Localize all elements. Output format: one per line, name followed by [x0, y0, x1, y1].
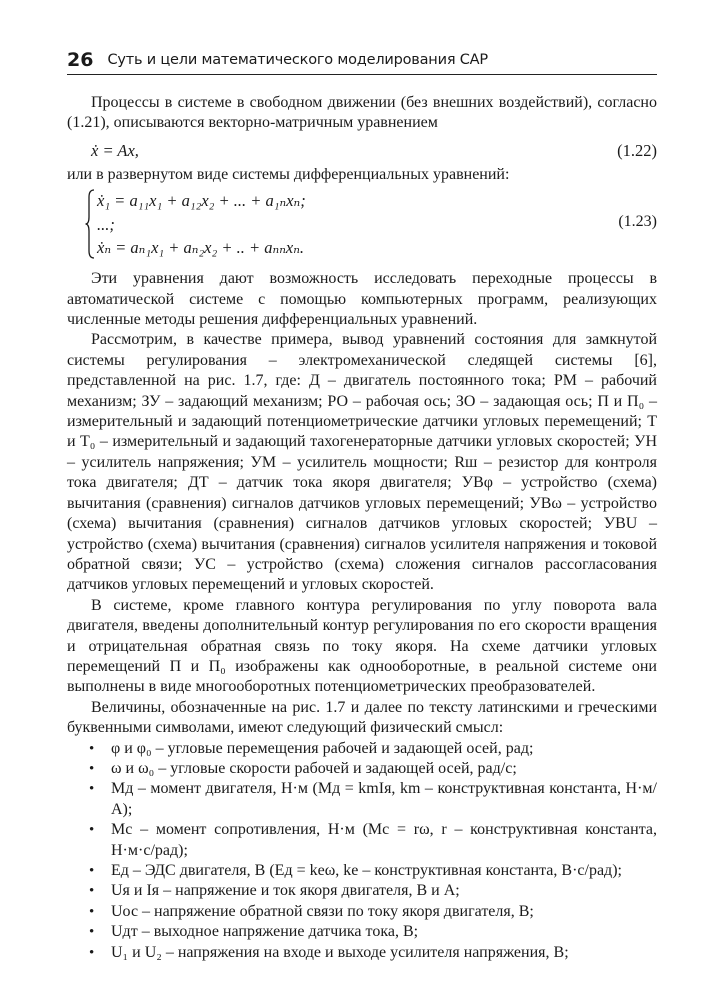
- bullet-icon: •: [89, 781, 95, 798]
- equation-formula: ẋ = Ax,: [91, 140, 139, 160]
- list-item: • Uдт – выходное напряжение датчика тока, В;: [67, 922, 657, 942]
- intro-paragraph: Процессы в системе в свободном движении (без внешних воздействий), согласно (1.21), описываются векторно-матричным уравнением: [67, 94, 657, 132]
- system-line-2: ...;: [97, 214, 115, 234]
- equation-number: (1.22): [617, 140, 657, 160]
- bullet-icon: •: [89, 760, 95, 777]
- paragraph-contours: В системе, кроме главного контура регулирования по углу поворота вала двигателя, введены дополнительный контур регулирования по его скорости вращения и отрицательная обратная связь по току якоря. На схеме датчики угловых перемещений П и П₀ изображены как однооборотные, в реальной системе они выполнены в виде многооборотных потенциометрических преобразователей.: [67, 596, 657, 696]
- bullet-icon: •: [89, 903, 95, 920]
- paragraph-numerical-methods: Эти уравнения дают возможность исследовать переходные процессы в автоматической системе с помощью компьютерных программ, реализующих численные методы решения дифференциальных уравнений.: [67, 270, 657, 329]
- left-brace-icon: [85, 189, 95, 259]
- bullet-icon: •: [89, 822, 95, 839]
- page-number: 26: [67, 49, 94, 71]
- running-header: [67, 48, 657, 75]
- equation-number: (1.23): [618, 213, 657, 231]
- list-item: • Mд – момент двигателя, Н·м (Mд = kmIя, km – конструктивная константа, Н·м/А);: [89, 780, 657, 818]
- bullet-icon: •: [89, 924, 95, 941]
- list-item: • U₁ и U₂ – напряжения на входе и выходе усилителя напряжения, В;: [67, 943, 657, 963]
- main-text: [67, 93, 657, 963]
- system-line-1: ẋ₁ = a₁₁x₁ + a₁₂x₂ + ... + a₁ₙxₙ;: [97, 191, 306, 211]
- list-item: • Eд – ЭДС двигателя, В (Eд = keω, ke – конструктивная константа, В·с/рад);: [67, 861, 657, 881]
- bullet-icon: •: [89, 740, 95, 757]
- list-item: • ω и ω₀ – угловые скорости рабочей и задающей осей, рад/с;: [67, 759, 657, 779]
- equation-1-23: [67, 189, 657, 263]
- list-item: • φ и φ₀ – угловые перемещения рабочей и задающей осей, рад;: [67, 739, 657, 759]
- expanded-lead: или в развернутом виде системы дифференциальных уравнений:: [67, 165, 510, 183]
- equation-1-22: [67, 139, 657, 163]
- equation-system-lines: [97, 189, 306, 260]
- symbol-list: [67, 739, 657, 963]
- running-title: Суть и цели математического моделирования САР: [107, 52, 488, 68]
- system-line-3: ẋₙ = aₙ₁x₁ + aₙ₂x₂ + .. + aₙₙxₙ.: [97, 238, 305, 258]
- bullet-icon: •: [89, 883, 95, 900]
- list-item: • Uос – напряжение обратной связи по току якоря двигателя, В;: [67, 902, 657, 922]
- bullet-icon: •: [89, 863, 95, 879]
- list-item: • Mс – момент сопротивления, Н·м (Mс = rω, r – конструктивная константа, Н·м·с/рад);: [89, 821, 657, 859]
- paragraph-symbols-intro: Величины, обозначенные на рис. 1.7 и далее по тексту латинскими и греческими буквенными символами, имеют следующий физический смысл:: [67, 698, 657, 737]
- bullet-icon: •: [89, 944, 95, 961]
- paragraph-system-description: Рассмотрим, в качестве примера, вывод уравнений состояния для замкнутой системы регулирования – электромеханической следящей системы [6], представленной на рис. 1.7, где: Д – двигатель постоянного тока; РМ – рабочий механизм; ЗУ – задающий механизм; РО – рабочая ось; ЗО – задающая ось; П и П₀ – измерительный и задающий потенциометрические датчики угловых перемещений; Т и Т₀ – измерительный и задающий тахогенераторные датчики угловых скоростей; УН – усилитель напряжения; УМ – усилитель мощности; Rш – резистор для контроля тока двигателя; ДТ – датчик тока якоря двигателя; УВφ – устройство (схема) вычитания (сравнения) сигналов датчиков угловых перемещений; УВω – устройство (схема) вычитания (сравнения) сигналов датчиков угловых скоростей; УВU – устройство (схема) вычитания (сравнения) сигналов усилителя напряжения и токовой обратной связи; УС – устройство (схема) сложения сигналов рассогласования датчиков угловых перемещений и угловых скоростей.: [67, 331, 657, 594]
- list-item: • Uя и Iя – напряжение и ток якоря двигателя, В и А;: [67, 881, 657, 901]
